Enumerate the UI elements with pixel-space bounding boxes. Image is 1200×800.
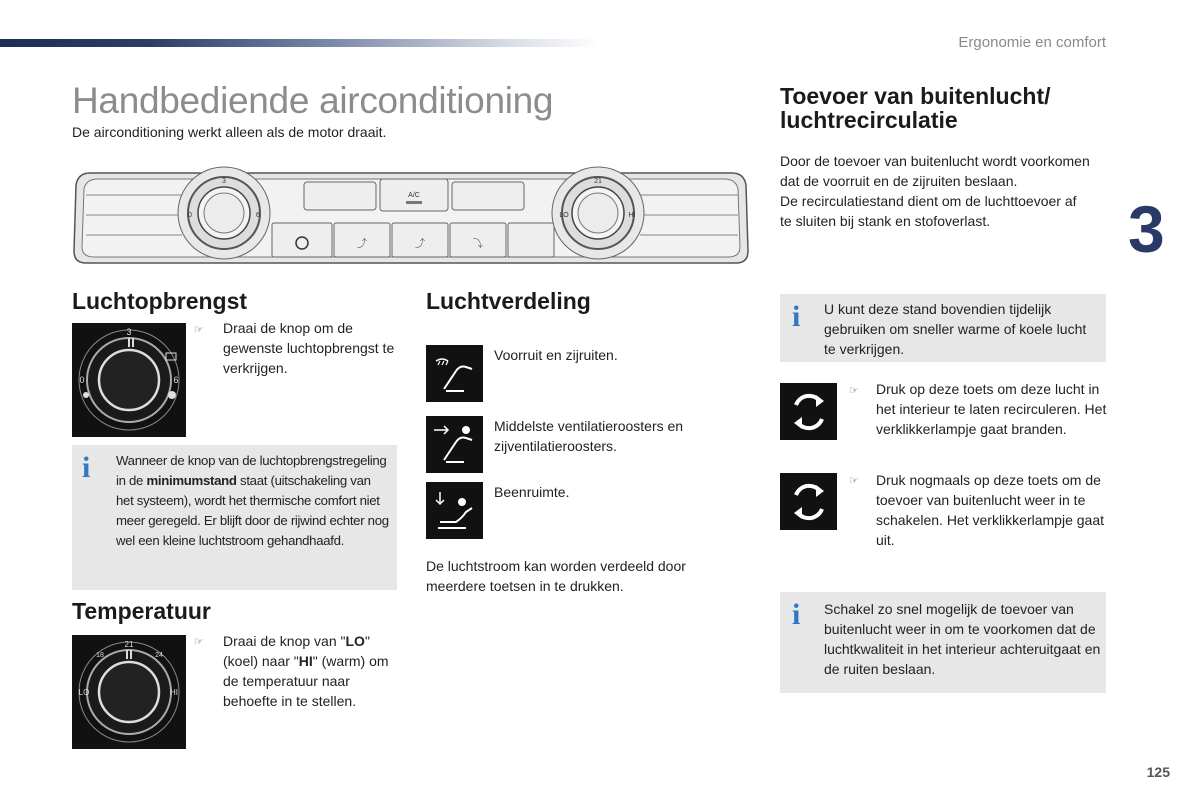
bullet-hand-icon: ☞ xyxy=(194,324,204,336)
info-icon: i xyxy=(792,300,801,333)
svg-text:LO: LO xyxy=(559,212,569,219)
header-gradient-bar xyxy=(0,39,600,47)
toevoer-info-box-1 xyxy=(780,294,1106,362)
svg-text:3: 3 xyxy=(126,327,132,337)
luchtopbrengst-info-box xyxy=(72,445,397,590)
svg-text:LO: LO xyxy=(78,688,90,697)
svg-text:HI: HI xyxy=(170,688,178,697)
bullet-hand-icon: ☞ xyxy=(849,475,859,487)
toevoer-info-box-2 xyxy=(780,592,1106,693)
chapter-number: 3 xyxy=(1128,192,1165,266)
bullet-hand-icon: ☞ xyxy=(849,385,859,397)
toevoer-intro: Door de toevoer van buitenlucht wordt voorkomen dat de voorruit en de zijruiten beslaan. De recirculatiestand dient om de luchttoevoer af te sluiten bij stank en stofoverlast. xyxy=(780,153,1090,229)
svg-text:0: 0 xyxy=(79,375,85,385)
toevoer-step-2: Druk nogmaals op deze toets om de toevoer van buitenlucht weer in te schakelen. Het verklikkerlampje gaat uit. xyxy=(876,472,1104,548)
distribution-text-2: Middelste ventilatieroosters en zijventilatieroosters. xyxy=(494,418,684,454)
luchtverdeling-heading: Luchtverdeling xyxy=(426,288,591,314)
svg-text:0: 0 xyxy=(188,212,192,219)
toevoer-info-text-1: U kunt deze stand bovendien tijdelijk gebruiken om sneller warme of koele lucht te verkrijgen. xyxy=(824,301,1087,357)
svg-text:⤴: ⤴ xyxy=(357,239,367,250)
footwell-icon xyxy=(426,482,483,539)
svg-text:HI: HI xyxy=(628,212,636,219)
page-title: Handbediende airconditioning xyxy=(72,80,554,121)
svg-text:6: 6 xyxy=(173,375,179,385)
svg-text:⤴: ⤴ xyxy=(415,239,425,250)
info-icon: i xyxy=(792,598,801,631)
luchtopbrengst-info-text: Wanneer de knop van de luchtopbrengstregeling in de minimumstand staat (uitschakeling van het systeem), wordt het thermische comfort niet meer geregeld. Er blijft door de rijwind echter nog wel een kleine luchtstroom gehandhaafd. xyxy=(116,453,389,548)
page-number: 125 xyxy=(1146,764,1170,780)
svg-text:18: 18 xyxy=(96,652,104,659)
section-header: Ergonomie en comfort xyxy=(958,34,1106,51)
svg-text:3: 3 xyxy=(222,178,226,185)
svg-text:⤵: ⤵ xyxy=(473,239,483,250)
distribution-text-3: Beenruimte. xyxy=(494,484,570,500)
bullet-hand-icon: ☞ xyxy=(194,636,204,648)
ac-label: A/C xyxy=(408,192,420,199)
ac-control-panel-illustration xyxy=(72,165,750,270)
svg-text:21: 21 xyxy=(594,178,602,185)
fan-speed-knob-image xyxy=(72,323,186,437)
temperature-knob-image xyxy=(72,635,186,749)
recirculation-icon xyxy=(780,473,837,530)
windshield-defrost-icon xyxy=(426,345,483,402)
luchtopbrengst-text: Draai de knop om de gewenste luchtopbrengst te verkrijgen. xyxy=(223,320,395,376)
svg-text:24: 24 xyxy=(155,652,163,659)
toevoer-heading: Toevoer van buitenlucht/ luchtrecirculatie xyxy=(780,83,1051,133)
temperatuur-heading: Temperatuur xyxy=(72,598,211,624)
svg-text:6: 6 xyxy=(256,212,260,219)
toevoer-info-text-2: Schakel zo snel mogelijk de toevoer van buitenlucht weer in om te voorkomen dat de luchtkwaliteit in het interieur achteruitgaat en de ruiten beslaan. xyxy=(824,601,1101,677)
temperatuur-text: Draai de knop van "LO" (koel) naar "HI" (warm) om de temperatuur naar behoefte in te stellen. xyxy=(223,633,389,709)
recirculation-icon xyxy=(780,383,837,440)
info-icon: i xyxy=(82,451,91,484)
toevoer-step-1: Druk op deze toets om deze lucht in het interieur te laten recirculeren. Het verklikkerlampje gaat branden. xyxy=(876,381,1107,437)
luchtopbrengst-heading: Luchtopbrengst xyxy=(72,288,248,314)
page-subtitle: De airconditioning werkt alleen als de motor draait. xyxy=(72,124,387,140)
face-vents-icon xyxy=(426,416,483,473)
distribution-note: De luchtstroom kan worden verdeeld door meerdere toetsen in te drukken. xyxy=(426,558,686,594)
distribution-text-1: Voorruit en zijruiten. xyxy=(494,347,618,363)
svg-text:21: 21 xyxy=(124,640,134,649)
